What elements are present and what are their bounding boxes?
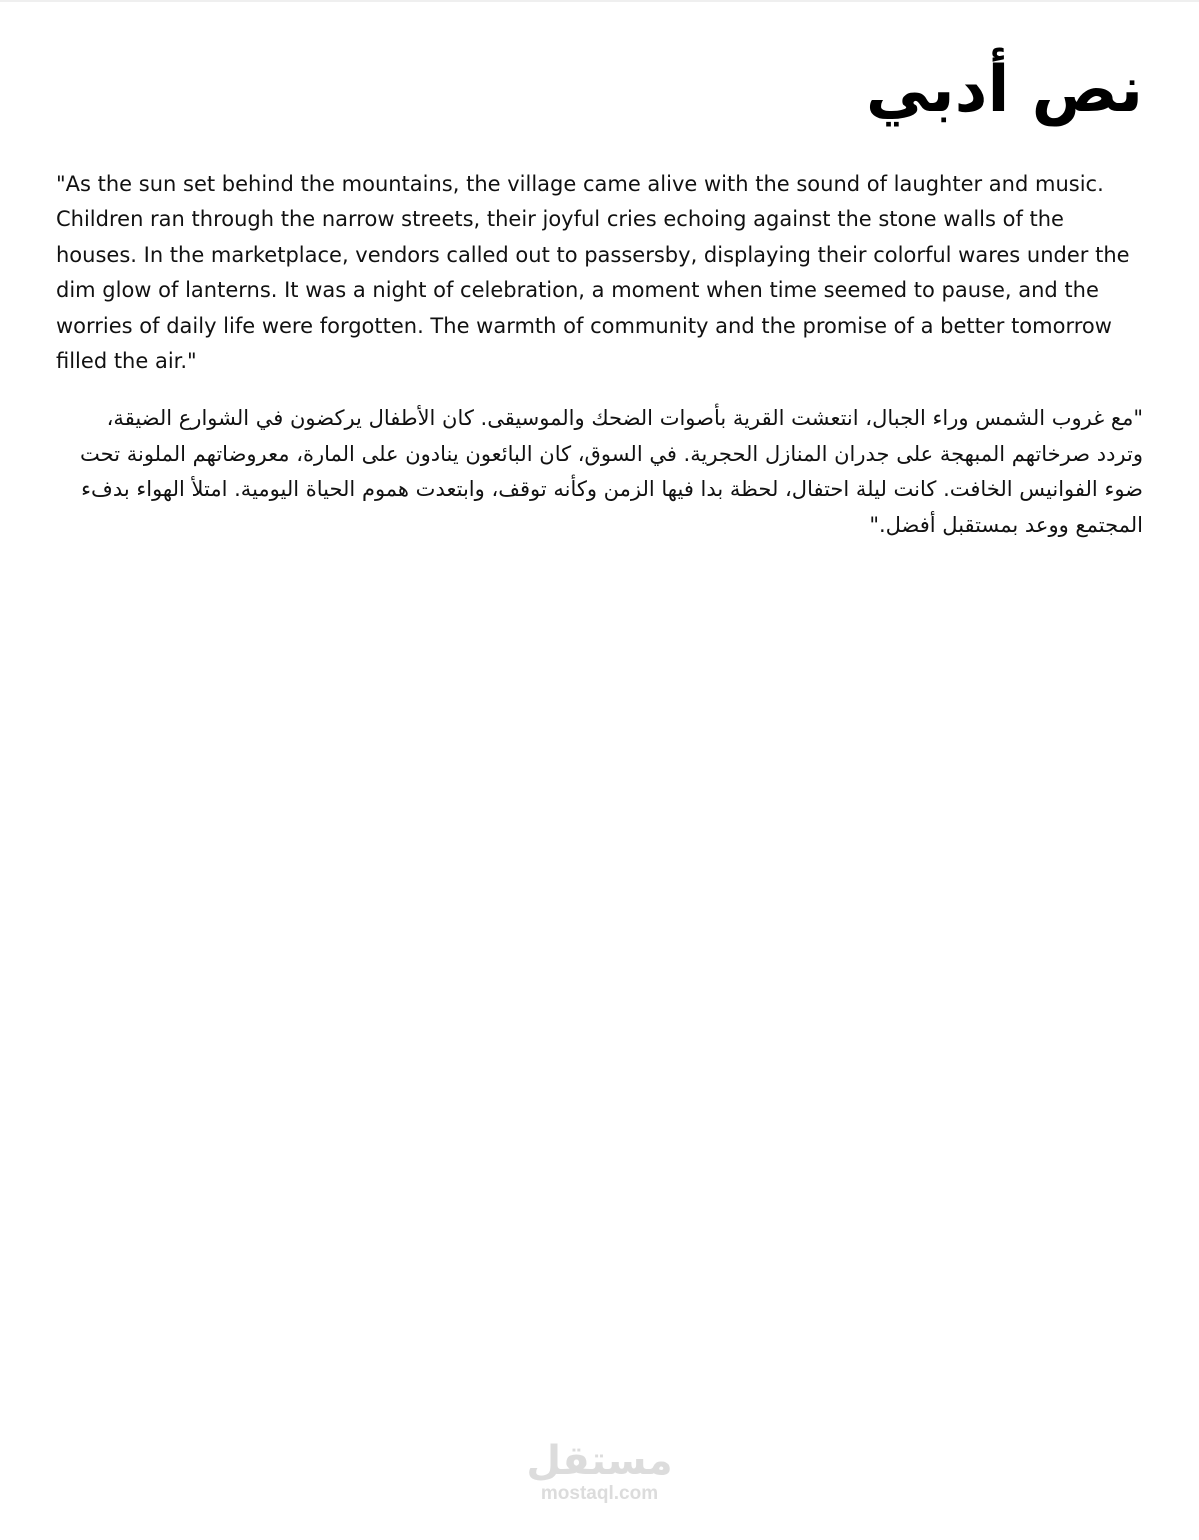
watermark-logo-latin: mostaql.com xyxy=(540,1483,659,1504)
arabic-paragraph: "مع غروب الشمس وراء الجبال، انتعشت القرية بأصوات الضحك والموسيقى. كان الأطفال يركضون في الشوارع الضيقة، وتردد صرخاتهم المبهجة على جدران المنازل الحجرية. في السوق، كان البائعون ينادون على المارة، معروضاتهم الملونة تحت ضوء الفوانيس الخافت. كانت ليلة احتفال، لحظة بدا فيها الزمن وكأنه توقف، وابتعدت هموم الحياة اليومية. امتلأ الهواء بدفء المجتمع ووعد بمستقبل أفضل." xyxy=(80,406,1143,537)
document-title: نص أدبي xyxy=(865,53,1143,127)
mostaql-watermark xyxy=(0,1438,1199,1506)
english-paragraph: "As the sun set behind the mountains, the village came alive with the sound of laughter and music. Children ran through the narrow streets, their joyful cries echoing against the stone walls of the houses. In the marketplace, vendors called out to passersby, displaying their colorful wares under the dim glow of lanterns. It was a night of celebration, a moment when time seemed to pause, and the worries of daily life were forgotten. The warmth of community and the promise of a better tomorrow filled the air." xyxy=(56,172,1130,374)
watermark-logo-arabic: مستقل xyxy=(526,1438,673,1484)
